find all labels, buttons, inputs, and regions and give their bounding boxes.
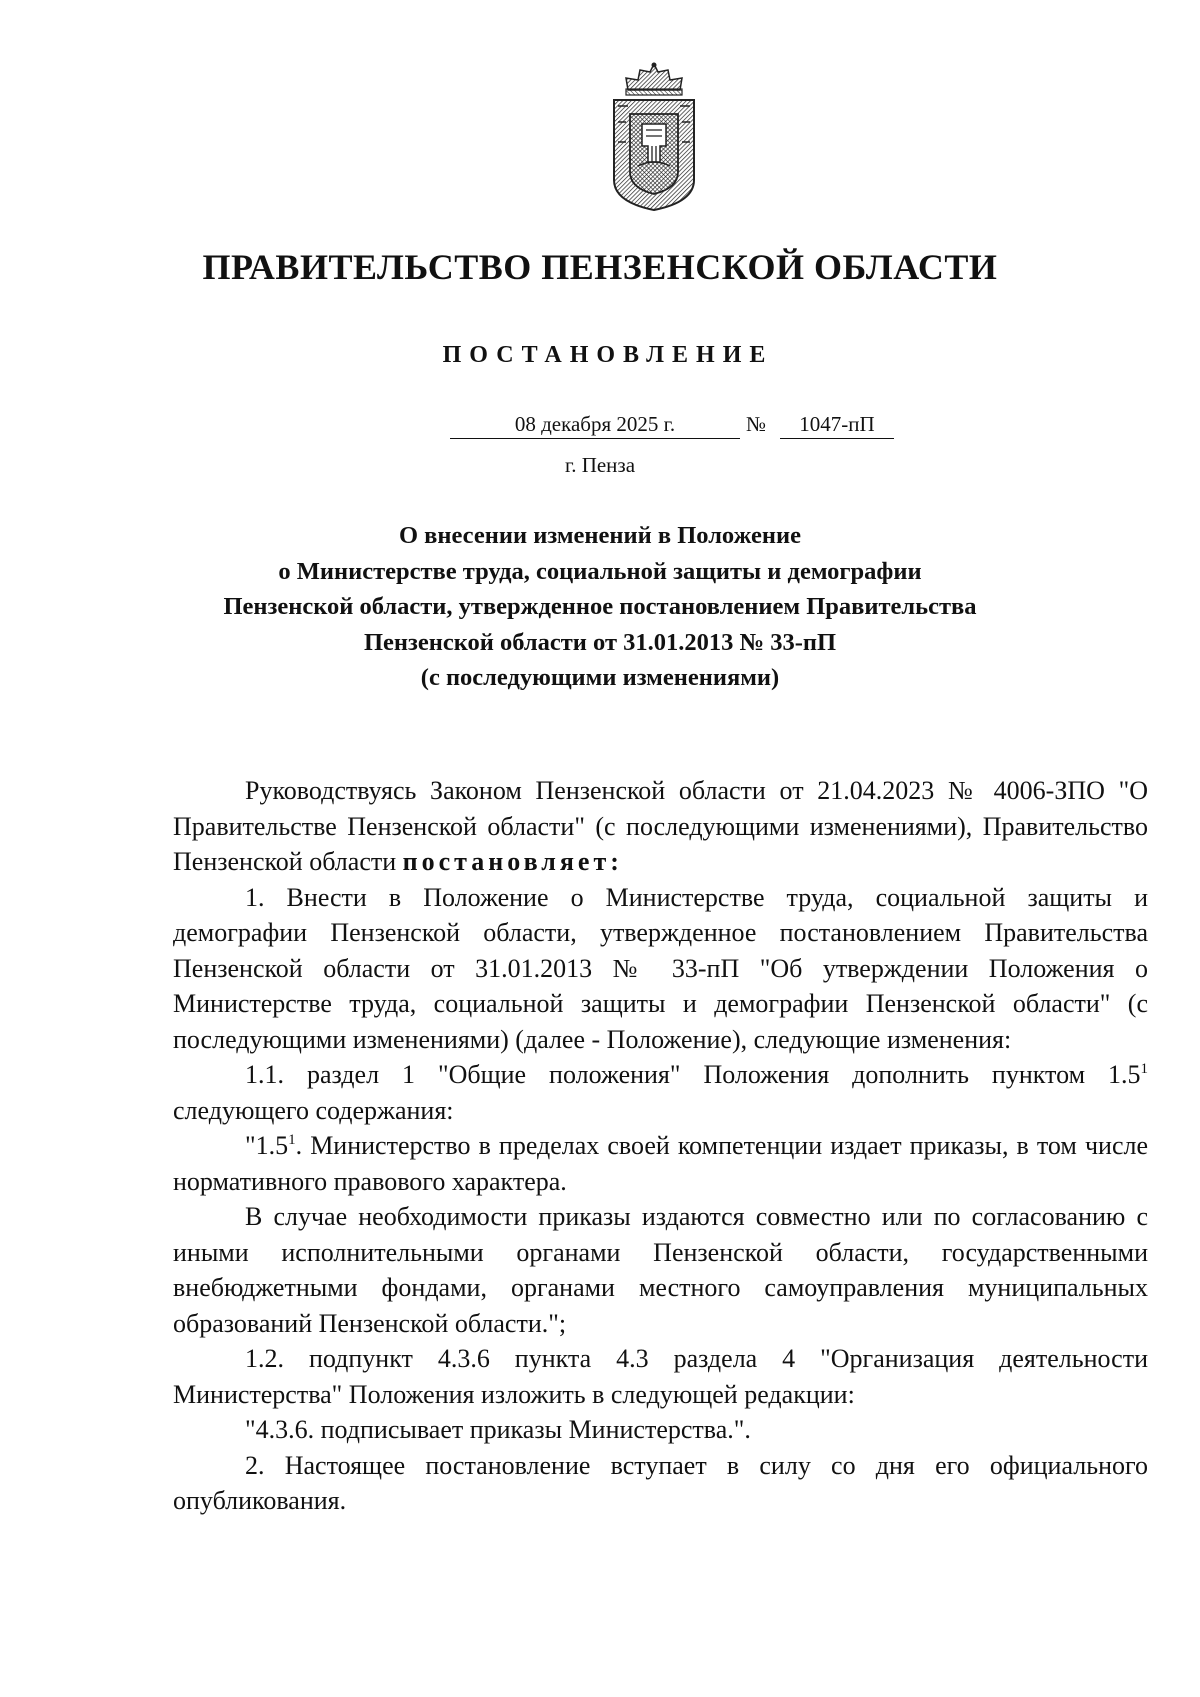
quoted-paragraph-2: В случае необходимости приказы издаются совместно или по согласованию с иными исполнительными органами Пензенской области, государственными внебюджетными фондами, органами местного самоуправления муниципальных образований Пензенской области."; [173, 1202, 1148, 1338]
number-sign: № [746, 412, 767, 436]
subject-line: Пензенской области от 31.01.2013 № 33-пП [363, 628, 837, 656]
item-1: 1. Внести в Положение о Министерстве труда, социальной защиты и демографии Пензенской области, утвержденное постановлением Правительства Пензенской области от 31.01.2013 № 33-пП "Об утверждении Положения о Министерстве труда, социальной защиты и демографии Пензенской области" (с последующими изменениями) (далее - Положение), следующие изменения: [173, 882, 1148, 1054]
item-2: 2. Настоящее постановление вступает в силу со дня его официального опубликования. [173, 1450, 1148, 1515]
decree-word: постановляет: [402, 847, 623, 876]
item-1-2: 1.2. подпункт 4.3.6 пункта 4.3 раздела 4 "Организация деятельности Министерства" Положения изложить в следующей редакции: [173, 1344, 1148, 1409]
quote-start: "1.5 [245, 1131, 289, 1160]
item-1-1 [173, 1057, 1148, 1128]
subject-line: Пензенской области, утвержденное постановлением Правительства [223, 593, 977, 620]
document-number: 1047-пП [780, 410, 894, 439]
subject-line: (с последующими изменениями) [420, 664, 780, 691]
organization-title: ПРАВИТЕЛЬСТВО ПЕНЗЕНСКОЙ ОБЛАСТИ [202, 247, 998, 287]
coat-of-arms-icon [610, 62, 698, 212]
superscript: 1 [288, 1132, 296, 1148]
item-1-1-tail: следующего содержания: [173, 1095, 454, 1125]
document-body [173, 773, 1148, 1519]
superscript: 1 [1140, 1061, 1148, 1077]
subject-line: о Министерстве труда, социальной защиты и демографии [278, 557, 922, 585]
document-date: 08 декабря 2025 г. [450, 410, 740, 439]
subject-line: О внесении изменений в Положение [398, 522, 801, 549]
quote-text: . Министерство в пределах своей компетенции издает приказы, в том числе нормативного правового характера. [173, 1131, 1148, 1196]
city: г. Пенза [564, 453, 636, 477]
preamble-paragraph [173, 773, 1148, 880]
item-1-1-text: 1.1. раздел 1 "Общие положения" Положения дополнить пунктом 1.5 [245, 1060, 1141, 1089]
document-type: ПОСТАНОВЛЕНИЕ [442, 342, 774, 368]
document-subject [150, 518, 1050, 696]
item-1-2-quote: "4.3.6. подписывает приказы Министерства.". [245, 1415, 751, 1444]
preamble-text: Руководствуясь Законом Пензенской области от 21.04.2023 № 4006-ЗПО "О Правительстве Пензенской области" (с последующими изменениями), Правительство Пензенской области [173, 776, 1148, 876]
quoted-paragraph [173, 1128, 1148, 1199]
